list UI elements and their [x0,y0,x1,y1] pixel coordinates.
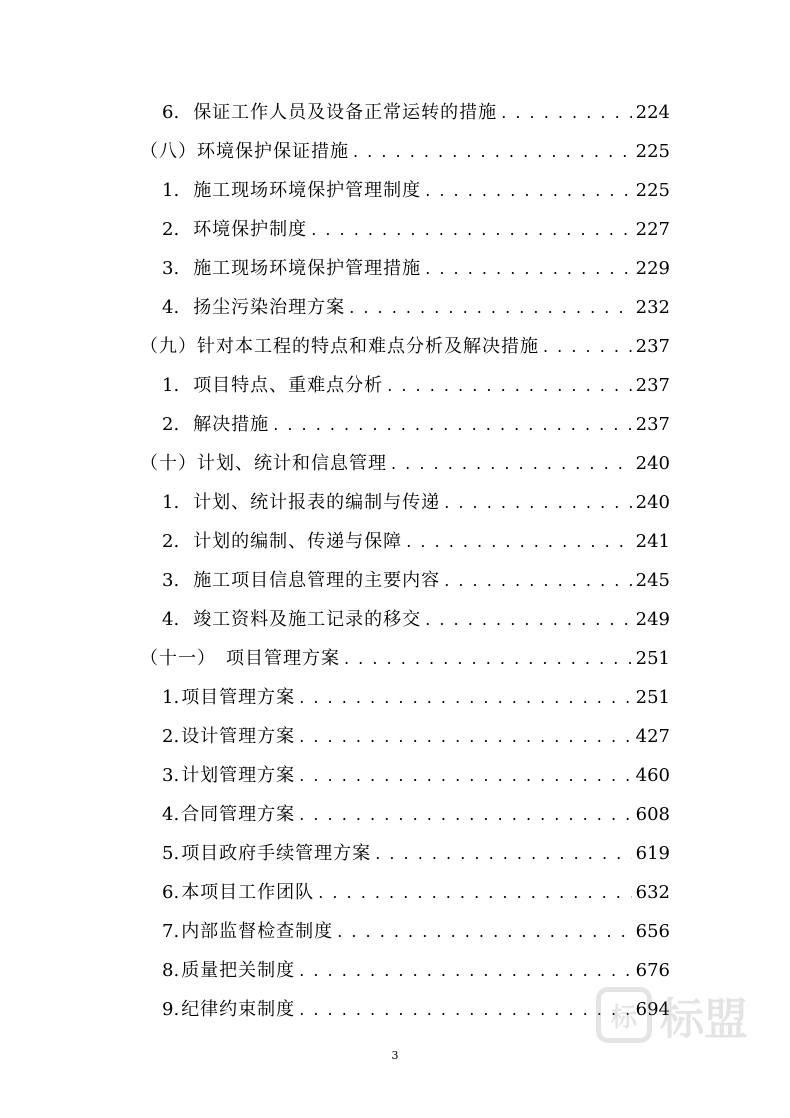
toc-dot-leader [299,717,631,756]
toc-entry[interactable] [140,795,670,834]
toc-entry-title: （十）计划、统计和信息管理 [140,453,387,474]
toc-entry[interactable] [140,600,670,639]
toc-dot-leader [444,561,631,600]
toc-dot-leader [299,795,631,834]
toc-entry-number: 5. [162,843,180,864]
toc-entry-page: 225 [635,141,670,162]
toc-dot-leader [299,678,631,717]
toc-entry[interactable] [140,132,670,171]
toc-entry[interactable] [140,327,670,366]
toc-entry-page: 251 [635,687,670,708]
toc-entry-page: 227 [635,219,670,240]
toc-entry-number: 8. [162,960,180,981]
toc-entry[interactable] [140,444,670,483]
toc-entry-title: 项目管理方案 [181,687,296,708]
toc-entry-title: 本项目工作团队 [181,882,315,903]
toc-entry-title: 计划的编制、传递与保障 [193,531,403,552]
toc-entry[interactable] [140,951,670,990]
toc-entry-page: 694 [635,999,670,1020]
toc-entry-page: 676 [635,960,670,981]
toc-entry-page: 224 [635,102,670,123]
toc-entry-number: 7. [162,921,180,942]
toc-entry[interactable] [140,171,670,210]
toc-entry-number: 3. [162,765,180,786]
toc-entry-number: 1. [162,492,180,513]
toc-entry-number: 1. [162,180,180,201]
toc-entry-number: 2. [162,414,180,435]
toc-dot-leader [501,93,631,132]
toc-dot-leader [273,405,631,444]
toc-dot-leader [311,210,631,249]
toc-entry-page: 249 [635,609,670,630]
toc-entry-title: 设计管理方案 [181,726,296,747]
toc-entry[interactable] [140,561,670,600]
toc-entry-title: 施工现场环境保护管理制度 [193,180,422,201]
toc-entry-title: 计划管理方案 [181,765,296,786]
toc-dot-leader [387,366,631,405]
toc-dot-leader [425,171,631,210]
toc-entry[interactable] [140,483,670,522]
toc-entry-number: 1. [162,375,180,396]
toc-entry[interactable] [140,678,670,717]
toc-entry-page: 240 [635,492,670,513]
toc-entry-title: 扬尘污染治理方案 [193,297,346,318]
toc-entry-number: 3. [162,258,180,279]
toc-entry-page: 240 [635,453,670,474]
toc-entry-number: 2. [162,531,180,552]
toc-dot-leader [353,132,632,171]
toc-entry-page: 608 [635,804,670,825]
toc-entry-number: 6. [162,102,180,123]
toc-entry[interactable] [140,288,670,327]
watermark-logo-icon: 标 [596,987,652,1043]
toc-dot-leader [344,639,632,678]
toc-entry-number: 4. [162,609,180,630]
toc-entry[interactable] [140,249,670,288]
toc-entry-page: 237 [635,414,670,435]
toc-entry-title: 合同管理方案 [181,804,296,825]
toc-entry-page: 245 [635,570,670,591]
toc-entry-page: 225 [635,180,670,201]
toc-entry[interactable] [140,756,670,795]
toc-entry-number: 2. [162,726,180,747]
toc-entry-page: 241 [635,531,670,552]
toc-dot-leader [444,483,631,522]
toc-entry[interactable] [140,873,670,912]
table-of-contents [140,93,670,1029]
toc-entry-page: 656 [635,921,670,942]
toc-entry-page: 237 [635,336,670,357]
toc-entry[interactable] [140,717,670,756]
toc-dot-leader [299,756,631,795]
toc-entry-title: 施工现场环境保护管理措施 [193,258,422,279]
toc-dot-leader [318,873,631,912]
toc-entry-title: （八）环境保护保证措施 [140,141,349,162]
watermark-text: 标盟 [660,994,748,1045]
toc-entry-title: （十一） 项目管理方案 [140,648,340,669]
toc-entry-title: 施工项目信息管理的主要内容 [193,570,441,591]
toc-entry[interactable] [140,366,670,405]
toc-entry-number: 2. [162,219,180,240]
toc-dot-leader [349,288,631,327]
toc-entry[interactable] [140,93,670,132]
watermark [596,983,748,1047]
toc-entry-title: 竣工资料及施工记录的移交 [193,609,422,630]
toc-entry-number: 6. [162,882,180,903]
toc-entry-number: 4. [162,804,180,825]
toc-dot-leader [391,444,632,483]
toc-entry-title: 内部监督检查制度 [181,921,334,942]
toc-entry-title: 项目特点、重难点分析 [193,375,384,396]
page-number: 3 [391,1049,399,1062]
toc-entry-page: 619 [635,843,670,864]
toc-entry-page: 251 [635,648,670,669]
toc-entry-title: 质量把关制度 [181,960,296,981]
toc-entry-number: 3. [162,570,180,591]
toc-entry[interactable] [140,834,670,873]
toc-dot-leader [299,951,631,990]
toc-entry-title: 纪律约束制度 [181,999,296,1020]
toc-entry[interactable] [140,990,670,1029]
toc-entry-number: 4. [162,297,180,318]
toc-entry[interactable] [140,405,670,444]
toc-entry-title: （九）针对本工程的特点和难点分析及解决措施 [140,336,539,357]
toc-entry-title: 项目政府手续管理方案 [181,843,372,864]
toc-entry-title: 计划、统计报表的编制与传递 [193,492,441,513]
toc-entry-title: 解决措施 [193,414,270,435]
toc-entry-page: 229 [635,258,670,279]
toc-dot-leader [299,990,631,1029]
toc-dot-leader [425,249,631,288]
toc-entry-page: 460 [635,765,670,786]
toc-dot-leader [375,834,631,873]
toc-entry-number: 9. [162,999,180,1020]
toc-entry[interactable] [140,912,670,951]
toc-entry-title: 环境保护制度 [193,219,308,240]
toc-entry-page: 632 [635,882,670,903]
toc-dot-leader [337,912,631,951]
toc-entry[interactable] [140,522,670,561]
toc-entry-page: 427 [635,726,670,747]
toc-entry-number: 1. [162,687,180,708]
toc-dot-leader [543,327,632,366]
toc-entry[interactable] [140,210,670,249]
toc-entry-page: 237 [635,375,670,396]
toc-entry-page: 232 [635,297,670,318]
toc-entry[interactable] [140,639,670,678]
toc-entry-title: 保证工作人员及设备正常运转的措施 [193,102,498,123]
toc-dot-leader [406,522,631,561]
toc-dot-leader [425,600,631,639]
